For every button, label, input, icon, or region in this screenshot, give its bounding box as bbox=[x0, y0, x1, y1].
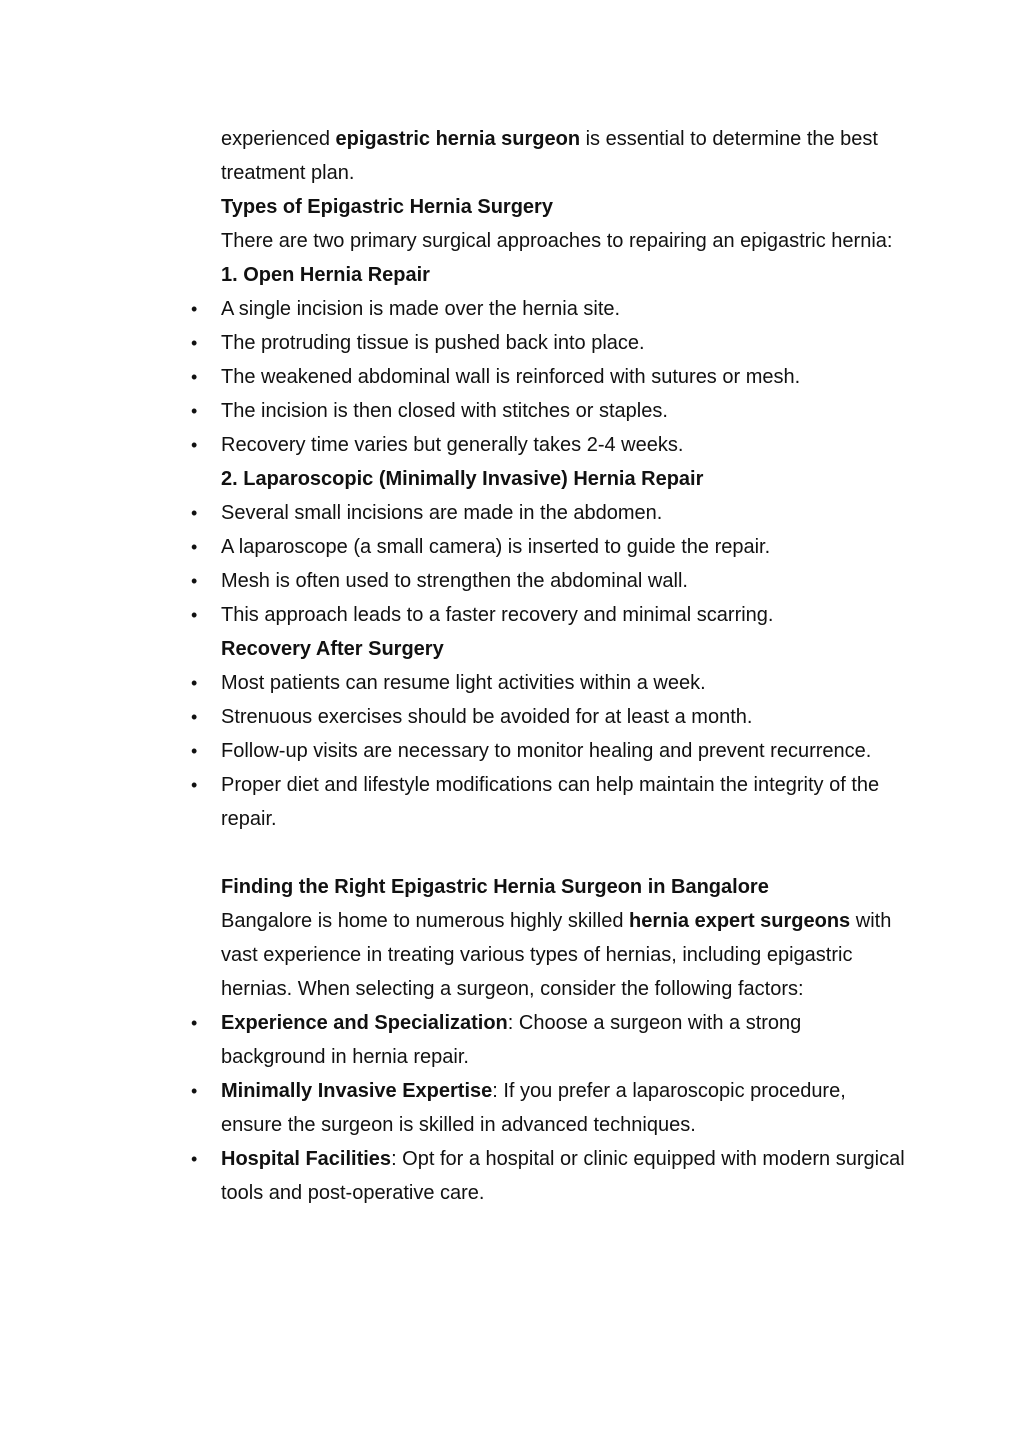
intro-text-pre: experienced bbox=[221, 128, 336, 150]
list-item: • A single incision is made over the hernia site. bbox=[221, 292, 911, 326]
types-heading: Types of Epigastric Hernia Surgery bbox=[221, 196, 553, 218]
open-repair-heading: 1. Open Hernia Repair bbox=[221, 264, 430, 286]
finding-text-post: with vast experience in treating various types of hernias, including epigastric hernias. When selecting a surgeon, consider the following factors: bbox=[221, 910, 892, 1000]
list-item: • The weakened abdominal wall is reinforced with sutures or mesh. bbox=[221, 360, 911, 394]
finding-text-bold: hernia expert surgeons bbox=[629, 910, 851, 932]
list-item bbox=[221, 1142, 911, 1210]
finding-text-pre: Bangalore is home to numerous highly skilled bbox=[221, 910, 629, 932]
open-repair-list bbox=[221, 292, 911, 462]
finding-surgeon-heading: Finding the Right Epigastric Hernia Surgeon in Bangalore bbox=[221, 876, 769, 898]
factor-term: Minimally Invasive Expertise bbox=[221, 1080, 493, 1102]
recovery-heading: Recovery After Surgery bbox=[221, 638, 444, 660]
laparoscopic-repair-heading: 2. Laparoscopic (Minimally Invasive) Hernia Repair bbox=[221, 468, 704, 490]
intro-paragraph bbox=[221, 122, 911, 190]
list-item bbox=[221, 1006, 911, 1074]
factor-description: : Choose a surgeon with a strong background in hernia repair. bbox=[221, 1012, 802, 1068]
list-item: • Follow-up visits are necessary to monitor healing and prevent recurrence. bbox=[221, 734, 911, 768]
section-spacer bbox=[221, 836, 911, 870]
list-item: • Most patients can resume light activities within a week. bbox=[221, 666, 911, 700]
intro-text-post: is essential to determine the best treatment plan. bbox=[221, 128, 878, 184]
factor-term: Hospital Facilities bbox=[221, 1148, 392, 1170]
list-item: • The incision is then closed with stitches or staples. bbox=[221, 394, 911, 428]
list-item: • Several small incisions are made in the abdomen. bbox=[221, 496, 911, 530]
intro-text-bold: epigastric hernia surgeon bbox=[335, 128, 581, 150]
list-item bbox=[221, 1074, 911, 1142]
types-paragraph: There are two primary surgical approaches to repairing an epigastric hernia: bbox=[221, 230, 893, 252]
factor-description: : Opt for a hospital or clinic equipped with modern surgical tools and post-operative care. bbox=[221, 1148, 905, 1204]
list-item: • Recovery time varies but generally takes 2-4 weeks. bbox=[221, 428, 911, 462]
factor-term: Experience and Specialization bbox=[221, 1012, 508, 1034]
list-item: • The protruding tissue is pushed back into place. bbox=[221, 326, 911, 360]
list-item: • Strenuous exercises should be avoided for at least a month. bbox=[221, 700, 911, 734]
document-body bbox=[221, 122, 911, 1210]
recovery-list bbox=[221, 666, 911, 836]
list-item: • This approach leads to a faster recovery and minimal scarring. bbox=[221, 598, 911, 632]
list-item: • Proper diet and lifestyle modifications can help maintain the integrity of the repair. bbox=[221, 768, 911, 836]
factors-list bbox=[221, 1006, 911, 1210]
list-item: • A laparoscope (a small camera) is inserted to guide the repair. bbox=[221, 530, 911, 564]
factor-description: : If you prefer a laparoscopic procedure, ensure the surgeon is skilled in advanced techniques. bbox=[221, 1080, 846, 1136]
finding-surgeon-paragraph bbox=[221, 904, 911, 1006]
list-item: • Mesh is often used to strengthen the abdominal wall. bbox=[221, 564, 911, 598]
laparoscopic-repair-list bbox=[221, 496, 911, 632]
